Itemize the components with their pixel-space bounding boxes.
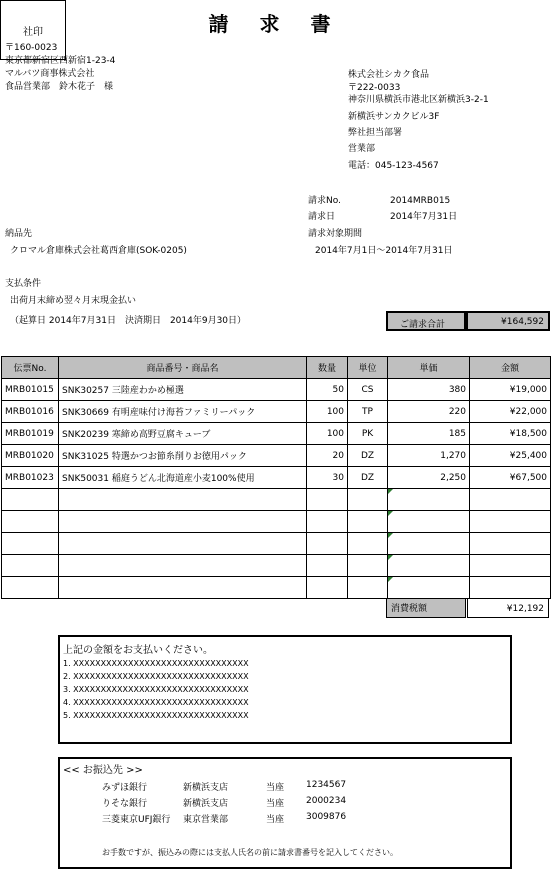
quantity-cell [307,555,348,577]
bank-account-no: 1234567 [306,780,347,790]
payment-line1: 出荷月末締め翌々月末現金払い [10,296,137,306]
quantity-cell [307,489,348,511]
unit-price-cell [388,555,470,577]
bank-name: りそな銀行 [102,799,148,809]
notes-line: 1. XXXXXXXXXXXXXXXXXXXXXXXXXXXXXXXX [63,659,249,668]
amount-cell: ¥25,400 [470,445,551,467]
header-quantity: 数量 [307,357,348,379]
bank-branch: 新横浜支店 [183,783,229,793]
slip-no-cell [2,555,59,577]
unit-price-cell [388,533,470,555]
notes-box [58,635,512,744]
bank-footer-note: お手数ですが、振込みの際には支払人氏名の前に請求書番号を記入してください。 [102,848,398,857]
slip-no-cell [2,489,59,511]
product-cell: SNK30669 有明産味付け海苔ファミリーパック [59,401,307,423]
unit-price-cell: 185 [388,423,470,445]
bank-account-type: 当座 [266,783,285,793]
bank-title: << お振込先 >> [63,765,143,776]
bank-account-no: 3009876 [306,812,347,822]
product-cell [59,511,307,533]
table-row [2,467,551,489]
unit-cell: PK [348,423,388,445]
unit-price-cell [388,489,470,511]
bank-account-type: 当座 [266,799,285,809]
tax-label: 消費税額 [386,598,466,618]
amount-cell [470,489,551,511]
invoice-period-label: 請求対象期間 [308,229,363,239]
header-unit-price: 単価 [388,357,470,379]
slip-no-cell: MRB01016 [2,401,59,423]
document-title: 請 求 書 [208,12,343,36]
delivery-label: 納品先 [5,229,33,239]
total-value: ¥164,592 [501,317,544,327]
unit-cell: TP [348,401,388,423]
unit-cell [348,533,388,555]
unit-cell [348,489,388,511]
notes-line: 3. XXXXXXXXXXXXXXXXXXXXXXXXXXXXXXXX [63,685,249,694]
notes-line: 4. XXXXXXXXXXXXXXXXXXXXXXXXXXXXXXXX [63,698,249,707]
amount-cell [470,555,551,577]
tax-value: ¥12,192 [467,598,549,618]
product-cell [59,555,307,577]
quantity-cell: 100 [307,423,348,445]
table-row [2,555,551,577]
product-cell: SNK20239 寒締め高野豆腐キューブ [59,423,307,445]
unit-cell: DZ [348,467,388,489]
table-header-row [2,357,551,379]
slip-no-cell [2,533,59,555]
amount-cell [470,533,551,555]
product-cell [59,533,307,555]
product-cell: SNK31025 特選かつお節糸削りお徳用パック [59,445,307,467]
quantity-cell [307,533,348,555]
invoice-no-value: 2014MRB015 [390,196,451,206]
invoice-date-value: 2014年7月31日 [390,212,458,222]
amount-cell [470,577,551,599]
sender-company: 株式会社シカク食品 [348,70,430,80]
unit-price-cell: 380 [388,379,470,401]
sender-building: 新横浜サンカクビル3F [348,112,440,122]
product-cell [59,489,307,511]
quantity-cell [307,577,348,599]
sender-tel: 電話：045-123-4567 [348,161,439,171]
invoice-items-table [1,356,551,599]
bank-account-no: 2000234 [306,796,347,806]
header-product: 商品番号・商品名 [59,357,307,379]
delivery-value: クロマル倉庫株式会社葛西倉庫(SOK-0205) [10,246,187,256]
sender-person: 弊社担当部署 [348,128,403,138]
unit-cell [348,577,388,599]
payment-label: 支払条件 [5,279,42,289]
invoice-no-label: 請求No. [308,196,341,206]
unit-price-cell: 1,270 [388,445,470,467]
invoice-period-value: 2014年7月1日～2014年7月31日 [315,246,453,256]
quantity-cell: 50 [307,379,348,401]
slip-no-cell [2,577,59,599]
unit-cell: CS [348,379,388,401]
slip-no-cell: MRB01020 [2,445,59,467]
recipient-company: マルバツ商事株式会社 [5,69,95,79]
notes-line: 5. XXXXXXXXXXXXXXXXXXXXXXXXXXXXXXXX [63,711,249,720]
bank-branch: 東京営業部 [183,815,229,825]
quantity-cell: 100 [307,401,348,423]
payment-line2: （起算日 2014年7月31日 決済期日 2014年9月30日） [10,316,247,326]
slip-no-cell: MRB01015 [2,379,59,401]
slip-no-cell: MRB01023 [2,467,59,489]
recipient-zip: 〒160-0023 [5,43,58,53]
bank-name: 三菱東京UFJ銀行 [102,815,171,825]
table-row [2,533,551,555]
slip-no-cell: MRB01019 [2,423,59,445]
invoice-date-label: 請求日 [308,212,336,222]
table-row [2,489,551,511]
amount-cell: ¥67,500 [470,467,551,489]
amount-cell: ¥19,000 [470,379,551,401]
amount-cell: ¥22,000 [470,401,551,423]
table-row [2,577,551,599]
unit-cell: DZ [348,445,388,467]
unit-price-cell [388,511,470,533]
unit-cell [348,511,388,533]
bank-box [58,757,512,869]
bank-branch: 新横浜支店 [183,799,229,809]
quantity-cell: 20 [307,445,348,467]
sender-dept: 営業部 [348,144,376,154]
unit-cell [348,555,388,577]
header-unit: 単位 [348,357,388,379]
notes-line: 2. XXXXXXXXXXXXXXXXXXXXXXXXXXXXXXXX [63,672,249,681]
company-seal-label: 社印 [23,26,43,38]
unit-price-cell: 220 [388,401,470,423]
table-row [2,379,551,401]
recipient-address: 東京都新宿区西新宿1-23-4 [5,56,116,66]
sender-zip: 〒222-0033 [348,83,401,93]
quantity-cell: 30 [307,467,348,489]
bank-name: みずほ銀行 [102,783,148,793]
product-cell: SNK50031 稲庭うどん北海道産小麦100%使用 [59,467,307,489]
unit-price-cell: 2,250 [388,467,470,489]
table-row [2,445,551,467]
table-row [2,401,551,423]
recipient-person: 食品営業部 鈴木花子 様 [5,82,114,92]
sender-address: 神奈川県横浜市港北区新横浜3-2-1 [348,95,489,105]
total-label: ご請求合計 [400,320,446,330]
notes-title: 上記の金額をお支払いください。 [63,645,213,656]
quantity-cell [307,511,348,533]
unit-price-cell [388,577,470,599]
product-cell [59,577,307,599]
amount-cell: ¥18,500 [470,423,551,445]
table-row [2,511,551,533]
header-amount: 金額 [470,357,551,379]
amount-cell [470,511,551,533]
product-cell: SNK30257 三陸産わかめ極選 [59,379,307,401]
bank-account-type: 当座 [266,815,285,825]
total-label-box [386,311,466,331]
table-row [2,423,551,445]
slip-no-cell [2,511,59,533]
header-slip-no: 伝票No. [2,357,59,379]
total-value-box [466,311,550,331]
